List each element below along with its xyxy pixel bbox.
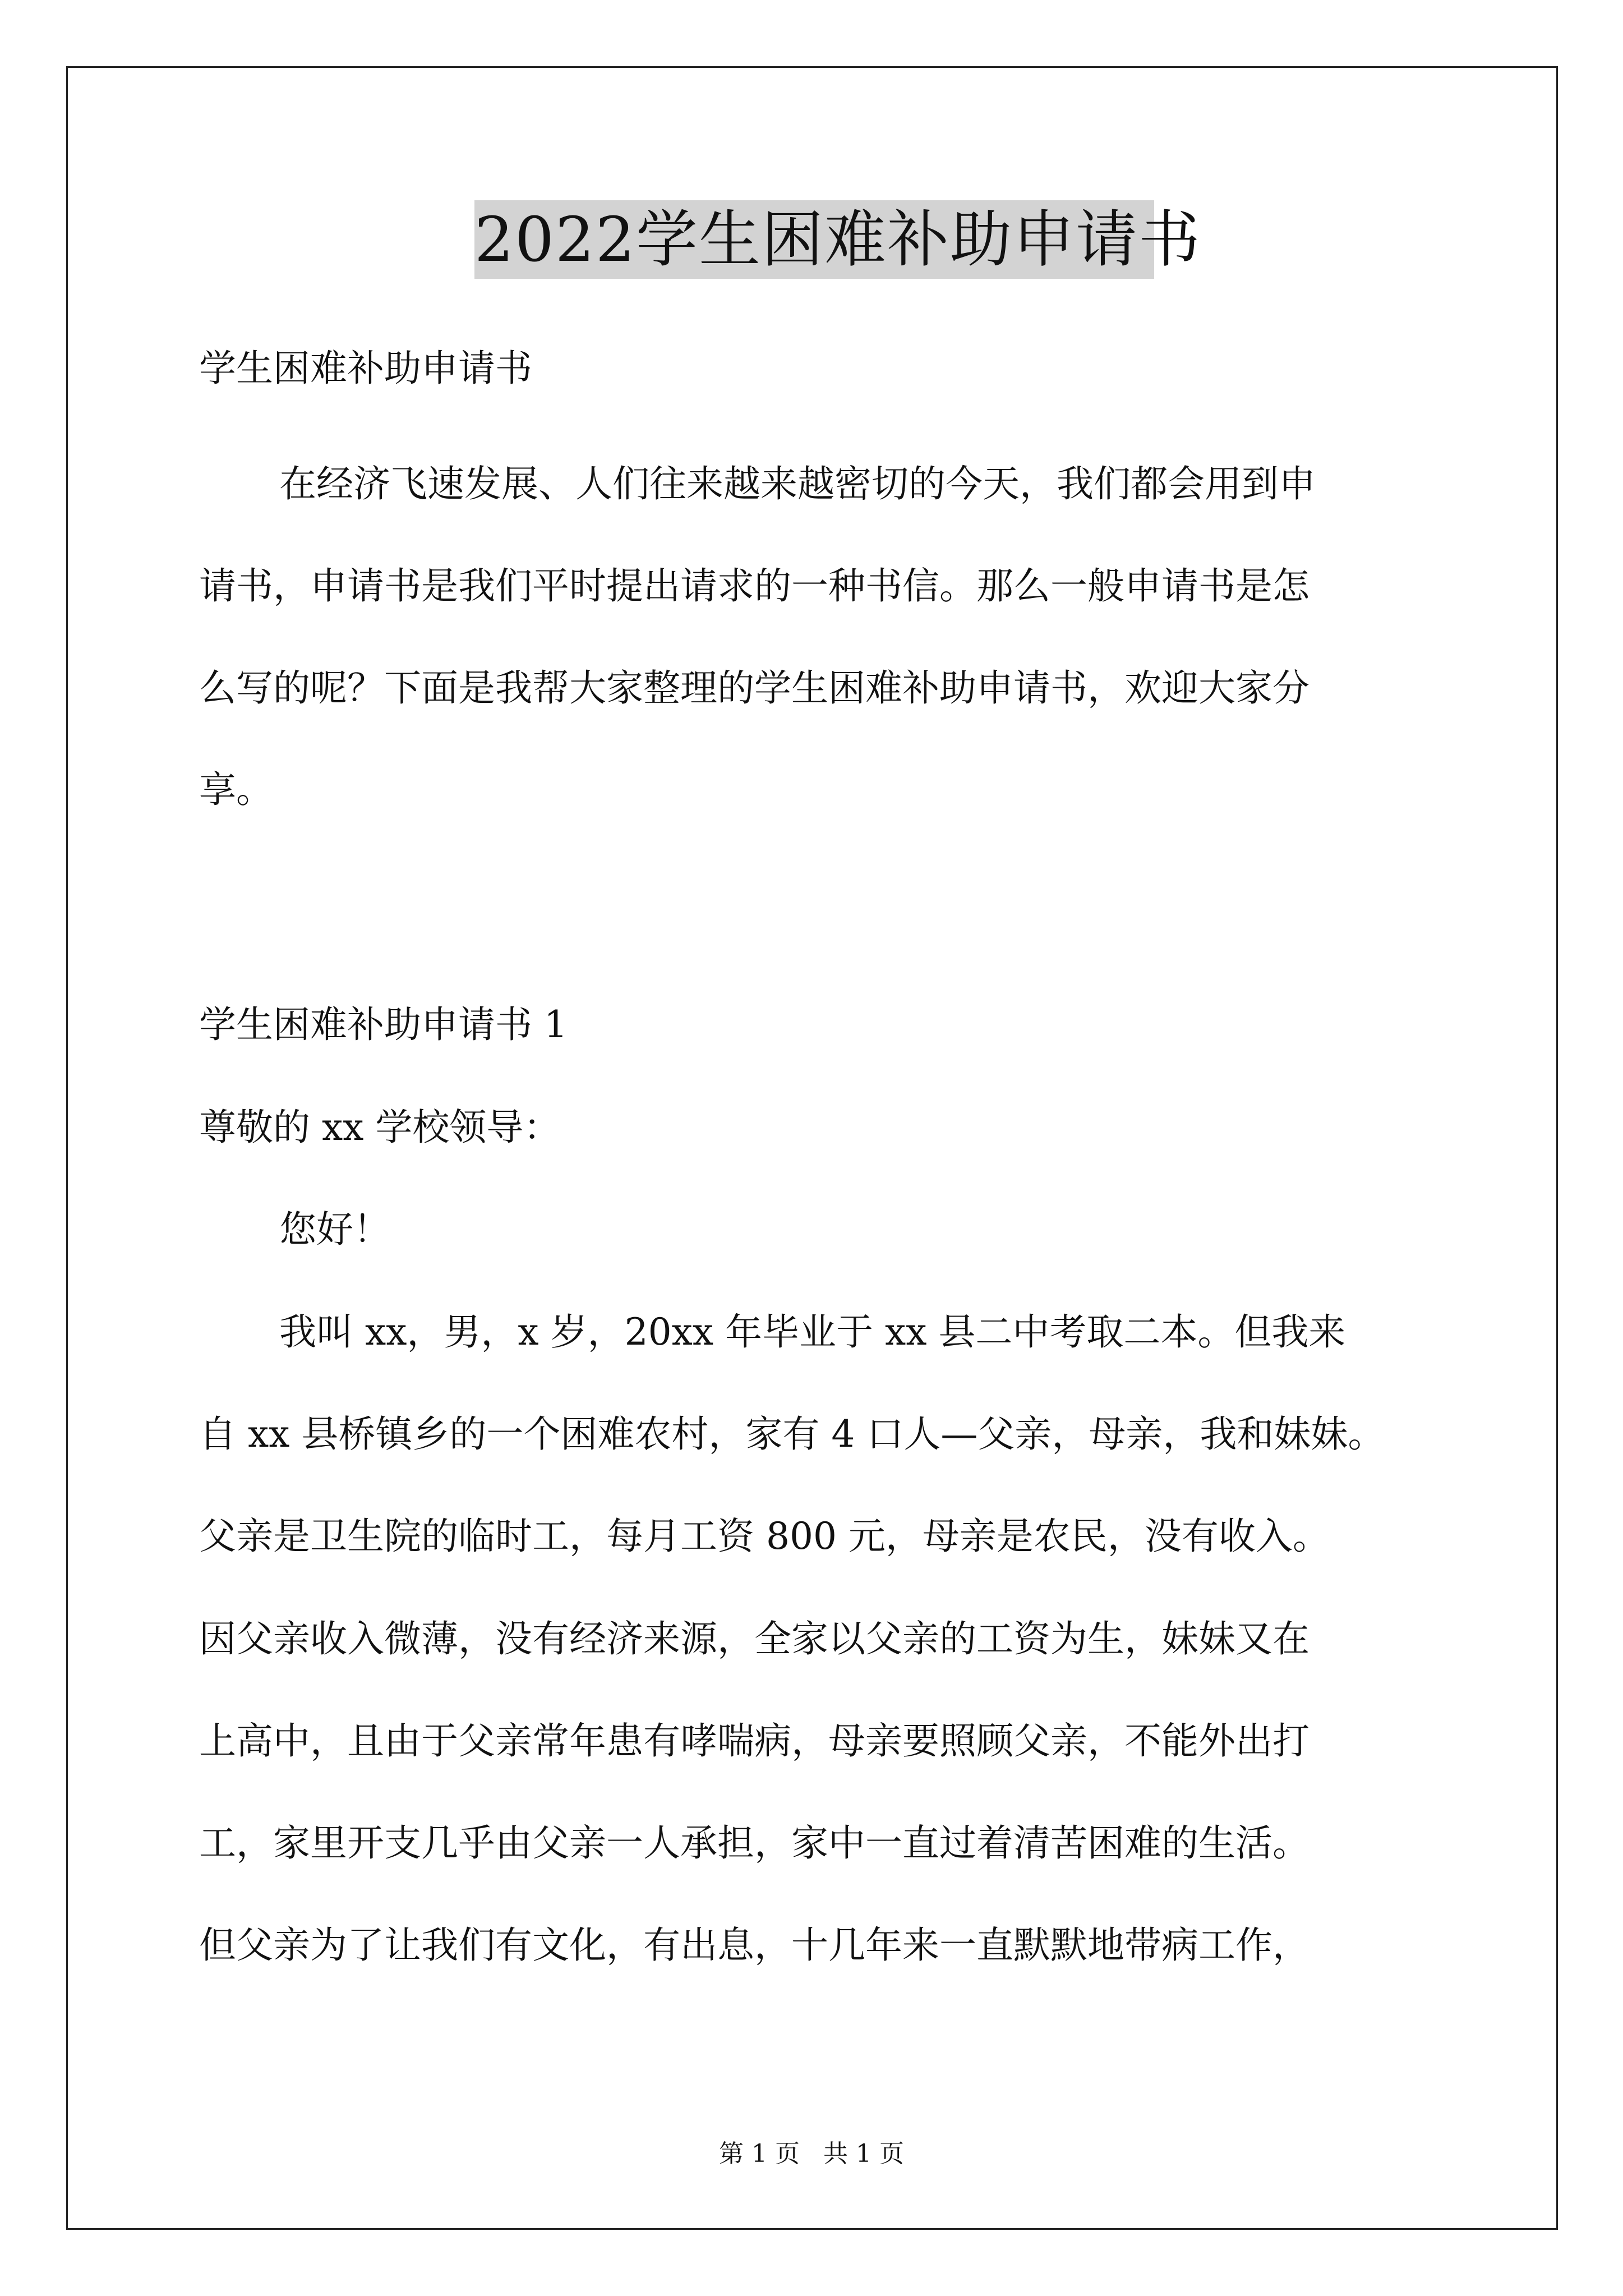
- body-line-7: 但父亲为了让我们有文化，有出息，十几年来一直默默地带病工作，: [199, 1924, 1310, 1967]
- body-line-5: 上高中，且由于父亲常年患有哮喘病，母亲要照顾父亲，不能外出打: [199, 1719, 1310, 1763]
- section-heading: 学生困难补助申请书 1: [199, 1003, 568, 1046]
- body-line-3: 父亲是卫生院的临时工，每月工资 800 元，母亲是农民，没有收入。: [199, 1515, 1330, 1558]
- intro-line-1: 在经济飞速发展、人们往来越来越密切的今天，我们都会用到申: [279, 462, 1316, 505]
- intro-line-2: 请书，申请书是我们平时提出请求的一种书信。那么一般申请书是怎: [199, 564, 1310, 608]
- body-line-4: 因父亲收入微薄，没有经济来源，全家以父亲的工资为生，妹妹又在: [199, 1617, 1310, 1660]
- body-line-1: 我叫 xx，男，x 岁，20xx 年毕业于 xx 县二中考取二本。但我来: [279, 1310, 1346, 1354]
- body-line-6: 工，家里开支几乎由父亲一人承担，家中一直过着清苦困难的生活。: [199, 1821, 1310, 1865]
- subtitle: 学生困难补助申请书: [199, 347, 532, 390]
- page-footer: 第 1 页 共 1 页: [719, 2139, 904, 2168]
- intro-line-4: 享。: [199, 768, 273, 811]
- document-title: 2022学生困难补助申请书: [474, 200, 1154, 279]
- greeting: 您好！: [279, 1208, 390, 1251]
- intro-line-3: 么写的呢？下面是我帮大家整理的学生困难补助申请书，欢迎大家分: [199, 666, 1310, 710]
- body-line-2: 自 xx 县桥镇乡的一个困难农村，家有 4 口人—父亲，母亲，我和妹妹。: [199, 1412, 1385, 1456]
- salutation: 尊敬的 xx 学校领导：: [199, 1106, 561, 1149]
